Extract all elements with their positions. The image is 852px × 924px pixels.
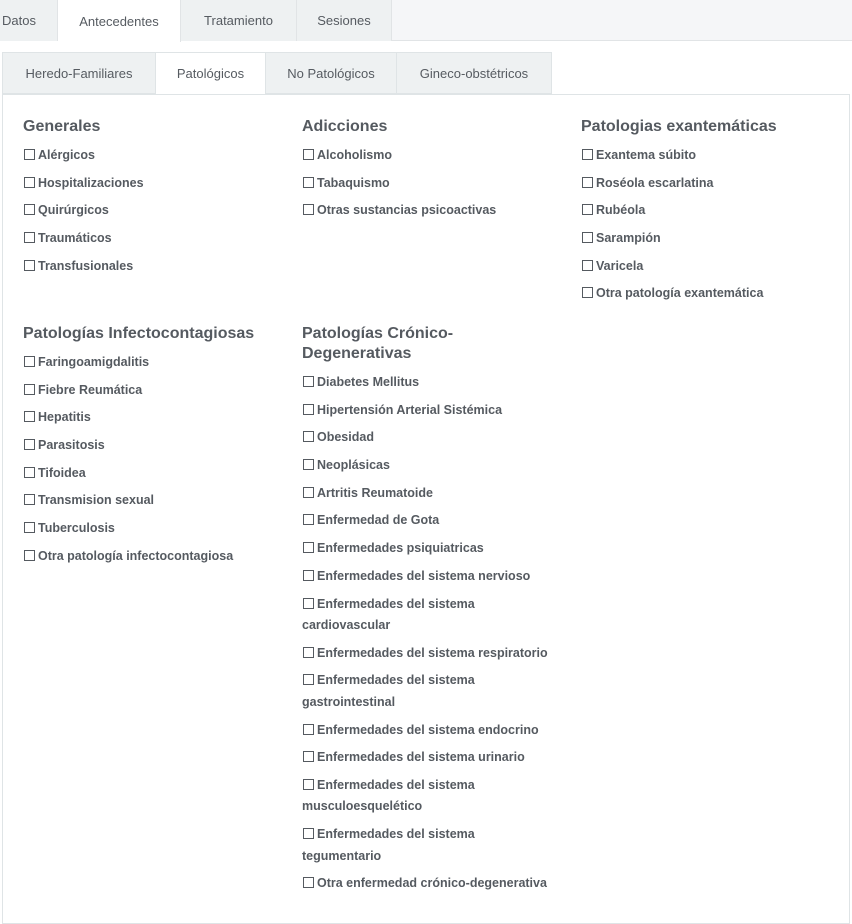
checkbox[interactable] bbox=[303, 376, 314, 387]
checkbox[interactable] bbox=[303, 459, 314, 470]
checkbox-label: Enfermedades del sistema musculoesquelético bbox=[302, 777, 475, 814]
checkbox-label: Tifoidea bbox=[38, 465, 86, 480]
checkbox-label: Enfermedades psiquiatricas bbox=[317, 541, 484, 556]
subtab-no-patologicos[interactable]: No Patológicos bbox=[266, 52, 397, 94]
checkbox-item[interactable] bbox=[302, 594, 554, 637]
checkbox-item[interactable] bbox=[302, 200, 562, 222]
checkbox-label: Diabetes Mellitus bbox=[317, 375, 420, 389]
checkbox-label: Exantema súbito bbox=[596, 148, 697, 162]
checkbox-label: Hepatitis bbox=[38, 410, 91, 425]
checkbox-item[interactable] bbox=[23, 435, 283, 457]
checkbox-label: Transmision sexual bbox=[38, 493, 155, 508]
checkbox[interactable] bbox=[24, 411, 35, 422]
checkbox-label: Enfermedades del sistema cardiovascular bbox=[302, 596, 475, 632]
checkbox-label: Rubéola bbox=[596, 203, 646, 218]
checkbox-item[interactable] bbox=[23, 546, 283, 568]
checkbox[interactable] bbox=[303, 877, 314, 888]
group-generales bbox=[23, 117, 283, 283]
checkbox-item[interactable] bbox=[23, 256, 283, 278]
group-infectocontagiosas bbox=[23, 324, 283, 574]
checkbox-item[interactable] bbox=[581, 200, 841, 222]
checkbox[interactable] bbox=[303, 204, 314, 215]
checkbox-label: Fiebre Reumática bbox=[38, 382, 143, 397]
checkbox[interactable] bbox=[582, 260, 593, 271]
checkbox-label: Enfermedades del sistema tegumentario bbox=[302, 827, 475, 863]
checkbox-item[interactable] bbox=[302, 483, 554, 505]
checkbox-item[interactable] bbox=[302, 510, 554, 532]
checkbox-label: Varicela bbox=[596, 258, 644, 273]
checkbox[interactable] bbox=[24, 550, 35, 561]
checkbox[interactable] bbox=[582, 287, 593, 298]
checkbox[interactable] bbox=[582, 149, 593, 160]
checkbox-label: Roséola escarlatina bbox=[596, 175, 714, 190]
checkbox-item[interactable] bbox=[23, 490, 283, 512]
checkbox[interactable] bbox=[303, 431, 314, 442]
tab-antecedentes[interactable]: Antecedentes bbox=[58, 0, 181, 42]
checkbox-item[interactable] bbox=[302, 873, 554, 895]
checkbox-item[interactable] bbox=[23, 352, 283, 374]
checkbox[interactable] bbox=[303, 404, 314, 415]
group-title: Patologías Crónico-Degenerativas bbox=[302, 325, 454, 362]
checkbox[interactable] bbox=[24, 260, 35, 271]
checkbox-item[interactable] bbox=[581, 145, 841, 167]
checkbox-label: Hospitalizaciones bbox=[38, 175, 144, 190]
checkbox-label: Tuberculosis bbox=[38, 521, 115, 536]
checkbox-item[interactable] bbox=[23, 380, 283, 402]
group-cronico-degenerativas bbox=[302, 324, 554, 901]
checkbox-item[interactable] bbox=[302, 427, 554, 449]
tab-datos[interactable]: Datos bbox=[0, 0, 58, 41]
checkbox-item[interactable] bbox=[23, 145, 283, 167]
checkbox-label: Alérgicos bbox=[38, 148, 95, 162]
checkbox-label: Parasitosis bbox=[38, 438, 105, 453]
checkbox-item[interactable] bbox=[23, 228, 283, 250]
checkbox[interactable] bbox=[303, 177, 314, 188]
checkbox-item[interactable] bbox=[581, 283, 841, 305]
tab-tratamiento[interactable]: Tratamiento bbox=[181, 0, 297, 41]
checkbox[interactable] bbox=[24, 149, 35, 160]
checkbox-item[interactable] bbox=[302, 538, 554, 560]
patologicos-panel bbox=[2, 94, 850, 924]
checkbox[interactable] bbox=[303, 674, 314, 685]
checkbox-label: Hipertensión Arterial Sistémica bbox=[317, 402, 503, 417]
checkbox-label: Enfermedades del sistema urinario bbox=[317, 750, 525, 765]
checkbox-item[interactable] bbox=[581, 228, 841, 250]
checkbox-item[interactable] bbox=[302, 145, 562, 167]
checkbox-item[interactable] bbox=[302, 173, 562, 195]
checkbox-item[interactable] bbox=[302, 775, 554, 818]
checkbox[interactable] bbox=[582, 232, 593, 243]
checkbox-item[interactable] bbox=[23, 518, 283, 540]
checkbox-label: Enfermedades del sistema nervioso bbox=[317, 568, 531, 583]
checkbox[interactable] bbox=[24, 232, 35, 243]
checkbox-item[interactable] bbox=[302, 747, 554, 769]
checkbox[interactable] bbox=[303, 514, 314, 525]
checkbox-label: Neoplásicas bbox=[317, 458, 390, 473]
checkbox[interactable] bbox=[303, 828, 314, 839]
checkbox[interactable] bbox=[303, 598, 314, 609]
checkbox-label: Enfermedades del sistema endocrino bbox=[317, 722, 539, 737]
sub-tab-bar bbox=[2, 52, 552, 95]
checkbox[interactable] bbox=[303, 751, 314, 762]
main-tab-bar bbox=[0, 0, 852, 41]
checkbox-label: Obesidad bbox=[317, 430, 374, 445]
checkbox[interactable] bbox=[24, 356, 35, 367]
checkbox[interactable] bbox=[24, 467, 35, 478]
tab-sesiones[interactable]: Sesiones bbox=[297, 0, 392, 41]
checkbox-item[interactable] bbox=[302, 455, 554, 477]
checkbox-label: Otra patología exantemática bbox=[596, 286, 764, 301]
checkbox[interactable] bbox=[303, 724, 314, 735]
checkbox-label: Otra patología infectocontagiosa bbox=[38, 548, 234, 563]
group-title: Generales bbox=[23, 118, 101, 135]
checkbox-label: Sarampión bbox=[596, 231, 661, 246]
checkbox-item[interactable] bbox=[23, 173, 283, 195]
checkbox-item[interactable] bbox=[23, 200, 283, 222]
group-title: Adicciones bbox=[302, 118, 388, 135]
checkbox-label: Faringoamigdalitis bbox=[38, 355, 150, 369]
subtab-heredo-familiares[interactable]: Heredo-Familiares bbox=[2, 52, 156, 94]
checkbox-item[interactable] bbox=[23, 407, 283, 429]
checkbox[interactable] bbox=[24, 177, 35, 188]
group-adicciones bbox=[302, 117, 562, 228]
checkbox-label: Otras sustancias psicoactivas bbox=[317, 203, 497, 218]
subtab-patologicos[interactable]: Patológicos bbox=[156, 52, 266, 95]
checkbox-label: Otra enfermedad crónico-degenerativa bbox=[317, 876, 547, 891]
checkbox-item[interactable] bbox=[302, 643, 554, 665]
checkbox[interactable] bbox=[24, 204, 35, 215]
checkbox[interactable] bbox=[582, 177, 593, 188]
checkbox-item[interactable] bbox=[581, 173, 841, 195]
checkbox[interactable] bbox=[24, 439, 35, 450]
checkbox-label: Artritis Reumatoide bbox=[317, 485, 433, 500]
checkbox-item[interactable] bbox=[302, 566, 554, 588]
checkbox[interactable] bbox=[303, 570, 314, 581]
checkbox-item[interactable] bbox=[302, 372, 554, 394]
checkbox-item[interactable] bbox=[302, 824, 554, 867]
checkbox[interactable] bbox=[303, 149, 314, 160]
checkbox-item[interactable] bbox=[302, 670, 554, 713]
group-exantematicas bbox=[581, 117, 841, 311]
checkbox[interactable] bbox=[303, 647, 314, 658]
group-title: Patologias exantemáticas bbox=[581, 118, 777, 135]
checkbox-label: Tabaquismo bbox=[317, 175, 390, 190]
checkbox[interactable] bbox=[24, 494, 35, 505]
checkbox-label: Traumáticos bbox=[38, 231, 112, 246]
checkbox[interactable] bbox=[582, 204, 593, 215]
checkbox-item[interactable] bbox=[581, 256, 841, 278]
checkbox-label: Enfermedades del sistema respiratorio bbox=[317, 645, 548, 660]
checkbox-label: Enfermedades del sistema gastrointestinal bbox=[302, 673, 475, 709]
subtab-gineco-obstetricos[interactable]: Gineco-obstétricos bbox=[397, 52, 552, 94]
checkbox[interactable] bbox=[303, 487, 314, 498]
checkbox-item[interactable] bbox=[302, 720, 554, 742]
checkbox-item[interactable] bbox=[302, 400, 554, 422]
checkbox-item[interactable] bbox=[23, 463, 283, 485]
checkbox[interactable] bbox=[303, 779, 314, 790]
checkbox[interactable] bbox=[24, 522, 35, 533]
checkbox[interactable] bbox=[24, 384, 35, 395]
group-title: Patologías Infectocontagiosas bbox=[23, 325, 255, 342]
checkbox-label: Transfusionales bbox=[38, 258, 134, 273]
checkbox-label: Enfermedad de Gota bbox=[317, 513, 440, 528]
checkbox-label: Alcoholismo bbox=[317, 148, 393, 162]
checkbox[interactable] bbox=[303, 542, 314, 553]
checkbox-label: Quirúrgicos bbox=[38, 203, 109, 218]
